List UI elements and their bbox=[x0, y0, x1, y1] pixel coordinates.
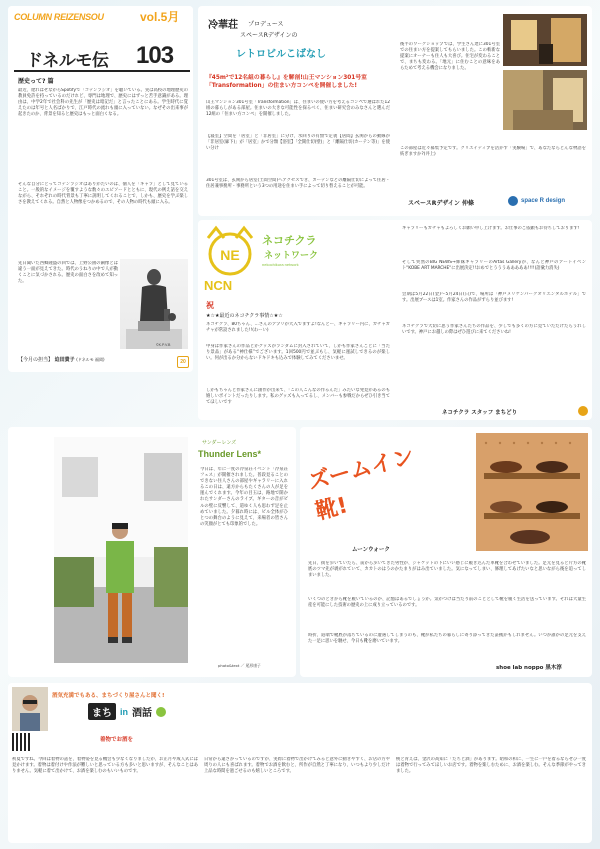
qr-code bbox=[12, 733, 30, 751]
shoe-subtitle: ムーンウォーク bbox=[352, 547, 390, 553]
nekochikura-column bbox=[198, 220, 592, 420]
machi-logo bbox=[88, 703, 166, 720]
celebration-mark: 祝 bbox=[206, 301, 214, 310]
author-name: 迫田貴子 bbox=[54, 357, 75, 363]
thunder-credit: photo&text ／ 尾形康子 bbox=[218, 663, 261, 668]
ncn-signature: ネコチクラ スタッフ まちどり bbox=[442, 410, 518, 416]
author-label: 【今月の担当】 bbox=[18, 357, 54, 363]
brand-spacer: スペースRデザインの bbox=[240, 32, 298, 39]
machi-promo: 酒気充満でもある、まちづくり屋さんと聞く! bbox=[52, 693, 165, 699]
ncn-title-1: ネコチクラ bbox=[262, 234, 317, 247]
series-title-bar bbox=[14, 42, 190, 72]
machi-logo-in: in bbox=[120, 706, 128, 717]
ncn-corner-badge bbox=[578, 406, 588, 416]
space-r-logo-mark bbox=[508, 196, 518, 206]
shoe-photo bbox=[476, 433, 588, 551]
retro-body-3b bbox=[400, 14, 504, 36]
ncn-body-3: しかもちゃんと作家さんに創作が出来て、「この人こんなの作るんだ」みたいな発見があるのも嬉しいポイントだったりします。私のグッズも入ってるし、メンバーも参戦だからぜひ引き当ててほしいです bbox=[206, 388, 390, 406]
ncn-sub: nekochikura network bbox=[262, 262, 299, 267]
retro-body-5: この部屋は近々募集予定です。クリエイティブを活かす「実験場」で、あなたならどんな物語を紡ぎますか?(井上) bbox=[400, 146, 586, 158]
machi-body-2: 日常から遠ざかっているのですが、実際に着物で出かけてみると意外に動きやすく、お店の方や周りの人にも喜ばれます。着物でお酒を飲むと、所作が自然と丁寧になり、いつもより少しだけ上品な時間を過ごせるのも嬉しいところです。 bbox=[204, 757, 390, 775]
statue-photo bbox=[120, 259, 188, 349]
shoe-body-2: いくつのときから靴を履いているのか、記憶はあるでしょうか。気がつけば当たり前のこととして靴を履く生活を送っています。それは大量生産を可能にした技術の歴史の上に成り立っているのです。 bbox=[308, 597, 586, 609]
brand-produce: プロデュース bbox=[248, 21, 284, 28]
donerumo-column bbox=[8, 6, 193, 372]
column-header bbox=[8, 6, 193, 28]
retro-body-2: 【寝室】空間を「居室」と「非居室」に分け、水回りの有無で定義【居間】玄関からの動線が「非居室(廊下)」が「居室」かで分類【浴室】「全開仕切(壁)」と「離隔仕切(カーテン等)」を使い分け bbox=[206, 134, 390, 152]
machi-subtitle: 着物でお酒を bbox=[100, 737, 134, 743]
thunder-category: サンダーレンズ bbox=[202, 440, 237, 446]
ncn-body-2: 中身は作家さんの作品とかグッズがランダムに封入されていて、しかも作家さんごとに「当たり景品」がある“神仕様”でございます。1回500円で並ぶもし、気軽に運試しできるのが楽しい。何が出るか分からないドキドキも込みで体験してみてくださいませ。 bbox=[206, 344, 390, 362]
shoe-banner bbox=[305, 435, 420, 553]
retro-body-3: 301号室は、玄関から居室(土間空間)へアクセスでき、カーテンなどの離隔仕切によって住居・住居兼事務所・事務所という3つの用途を住まい手によって切り替えることが可能。 bbox=[206, 178, 390, 190]
ncn-body-6: 会期は5月22日(金)～5月24日(日)で、場所は「神戸メリケンパークオリエンタルホテル」です。出展ブースは1室。作家さんの作品がずらり並びます! bbox=[402, 292, 586, 304]
author-line bbox=[18, 356, 188, 363]
donerumo-body-1: 最近、遅ればせながらSpotifyで「コテンラジオ」を聴いている。実は高校の地理歴史の教員免許を持っているのだけれど、専門は地理で、歴史にはずっと苦手意識がある。理由は、中学2年で社会科の先生が「歴史は暗記だ」と言ったことにある。学生時代に覚えたのは年号と人名ばかりで、江戸時代の流れも頭に入っていない。なぜその出来事が起きたのか、背景を知ると歴史はもっと面白くなる。 bbox=[18, 88, 188, 118]
retro-body-1: 山王マンション301号室「Transformation」は、住まいの使い方を考えるコンペで選ばれた12組の暮らしがある部屋。住まいの大きな可能性を探るべく、住まい研究会のみなさんと選んだ12組の「住まい方コンペ」を開催しました。 bbox=[206, 100, 390, 118]
space-r-logo bbox=[508, 192, 588, 210]
space-r-logo-text: space R design bbox=[521, 198, 566, 204]
statue-caption: ©K.P.V.B bbox=[156, 343, 171, 347]
thunder-photo bbox=[54, 437, 188, 663]
thunder-lens-column bbox=[8, 427, 296, 677]
retro-building-column bbox=[198, 6, 592, 216]
series-number: 103 bbox=[136, 42, 174, 69]
ncn-body-5: そして突然のBIG NEWS→姉妹ギャラリーのArtas Galleryが、なんと神戸のアートイベント"KOBE ART MARCHE"に出展決定!!おめでとうううあああああ!!!!(語彙力消失) bbox=[402, 260, 586, 272]
retro-headline: 『45m²で12名組の暮らし』を解剖!山王マンション301号室「Transformation」の住まい方コンペを開催しました! bbox=[206, 75, 367, 89]
retro-signature: スペースRデザイン 仲條 bbox=[408, 200, 474, 207]
ncn-logo bbox=[202, 224, 352, 296]
ncn-body-1: ネコチクラ、80ちゃん、…さんのアプリが大入でますよ!なんとー、ギャラリー内に、ガチャガチャが常設されました!!(わーい) bbox=[206, 322, 390, 334]
machi-sake-column bbox=[8, 683, 592, 843]
subtitle: 歴史って? 篇 bbox=[18, 78, 54, 85]
brand-title: レトロビルこばなし bbox=[236, 49, 326, 60]
donerumo-body-2: そんな自分にとってコテンラジオはありがたいのは、個人を「キャラ」として見ていること。一般的なイメージを覆すような数々のエピソードとともに、現代の例え話を交えながら、それぞれの時代背景も丁寧に説明してくれることで、しかも、歴史を学ぶ楽しさを教えてくれる。自然と人物像をつかめるので、その人物の時代も頭に入る。 bbox=[18, 182, 188, 206]
machi-body-3: 桃と青えば、金沢の高知に「たちと酒」があります。昭和の和に、一生に一戸を着るならぜひ一度は着物で行ってみてほしいお店です。着物を楽しむために、お酒を楽しむ。そんな季節がやってきました。 bbox=[396, 757, 586, 775]
issue-label: vol.5月 bbox=[140, 10, 180, 24]
brand-reizen: 冷華荘 bbox=[208, 20, 238, 31]
ncn-body-7: ネコチクラで大切に思う作家さんたちの作品を、少しでも多くの方に見ていただけたらうれしいです。神戸にお越しの際はぜひ遊びに来てくださいね! bbox=[402, 324, 586, 336]
shoe-column bbox=[300, 427, 592, 677]
series-title: ドネルモ伝 bbox=[26, 51, 109, 71]
donerumo-body-3: 先日聞いた西郷隆盛の回では、上野公園の銅像とは違う一面が見えてきた。時代のうねりの中で人が動くことに気づかされる。歴史の面白さを改めて知った。 bbox=[18, 261, 118, 285]
ncn-body-4: ギャラリーもガチャもよろしくお願い申し上げます。お仕事のご依頼もお待ちしております! bbox=[402, 226, 580, 231]
sake-cup-icon bbox=[156, 707, 166, 717]
ncn-title-2: ネットワーク bbox=[264, 251, 319, 261]
shoe-body-1: 先日、街を歩いていたら、前から歩いてきた男性が、ジャケットの下にいい感じに履き込んだ革靴を合わせていました。足元を見ると片方の靴底のツマ先が剥がれていて、カカトのはうのかたまりがはみ出ていました。気になってしまい、修理してあげたいなと思いながら後を追ってしまいました。 bbox=[308, 561, 586, 579]
machi-body-1: 初夏ですね。今回は着物の話を、着物姿を見る機会も少なくなりましたが、お正月や成人式には見かけます。着物は着付けや作法が難しいと思っている方も多いと思いますが、そんなことはありません。気軽に着て出かけて、お酒を楽しむのもいいものです。 bbox=[12, 757, 198, 775]
stars-line: ★☆★最近のネコチクラ事情☆★☆ bbox=[206, 313, 283, 319]
thunder-title: Thunder Lens* bbox=[198, 449, 262, 459]
cat-network-icon bbox=[202, 224, 258, 280]
room-photo-1 bbox=[503, 14, 587, 66]
shoe-signature: shoe lab noppo 黒木淳 bbox=[496, 665, 562, 671]
machi-logo-sakebanashi: 酒話 bbox=[132, 708, 152, 719]
corner-badge: 20 bbox=[177, 356, 189, 368]
retro-brand bbox=[204, 16, 364, 68]
machi-logo-machi: まち bbox=[88, 703, 116, 720]
svg-text:NE: NE bbox=[220, 247, 240, 263]
author-portrait bbox=[12, 687, 48, 731]
retro-body-4: 後半のワークショップでは、学生さん達に301号室での住まい方を提案してもらいました。この斬新な提案にオーナーも住人も大喜び。住宅が変わることで、まちも変わる。「地元」に住むことの意味をあらためて考える機会になりました。 bbox=[400, 42, 500, 72]
ncn-abbr: NCN bbox=[204, 278, 233, 293]
thunder-body: 今日は、年に一度の冷泉荘イベント「冷泉荘フェス」が開催されました。普段見ることのできない住人さんの部屋やギャラリーに入れるこの日は、遠方からもたくさんの人が足を運んでくれます。今年の目玉は、路地で開かれたサンダーさんのライブ。ギターの音がビルの壁に反響して、道ゆく人も思わず足を止めていました。夕暮れ時には、ビル全体がひとつの舞台のように見えて、来場者の皆さんの笑顔がとても印象的でした。 bbox=[200, 467, 288, 527]
shoe-title: ズームイン靴! bbox=[305, 444, 418, 526]
column-title: COLUMN REIZENSOU bbox=[14, 12, 104, 22]
shoe-body-3: 時折、道端で靴底が落ちているのに遭遇してしまうのも、靴が私たちの暮らしに寄り添ってきた証拠かもしれません。いつか誰かの足元を支えた一足に思いを馳せ、今日も靴を磨いています。 bbox=[308, 633, 586, 645]
room-photo-2 bbox=[503, 70, 587, 130]
author-org: (ドネルモ 福岡) bbox=[76, 357, 105, 362]
